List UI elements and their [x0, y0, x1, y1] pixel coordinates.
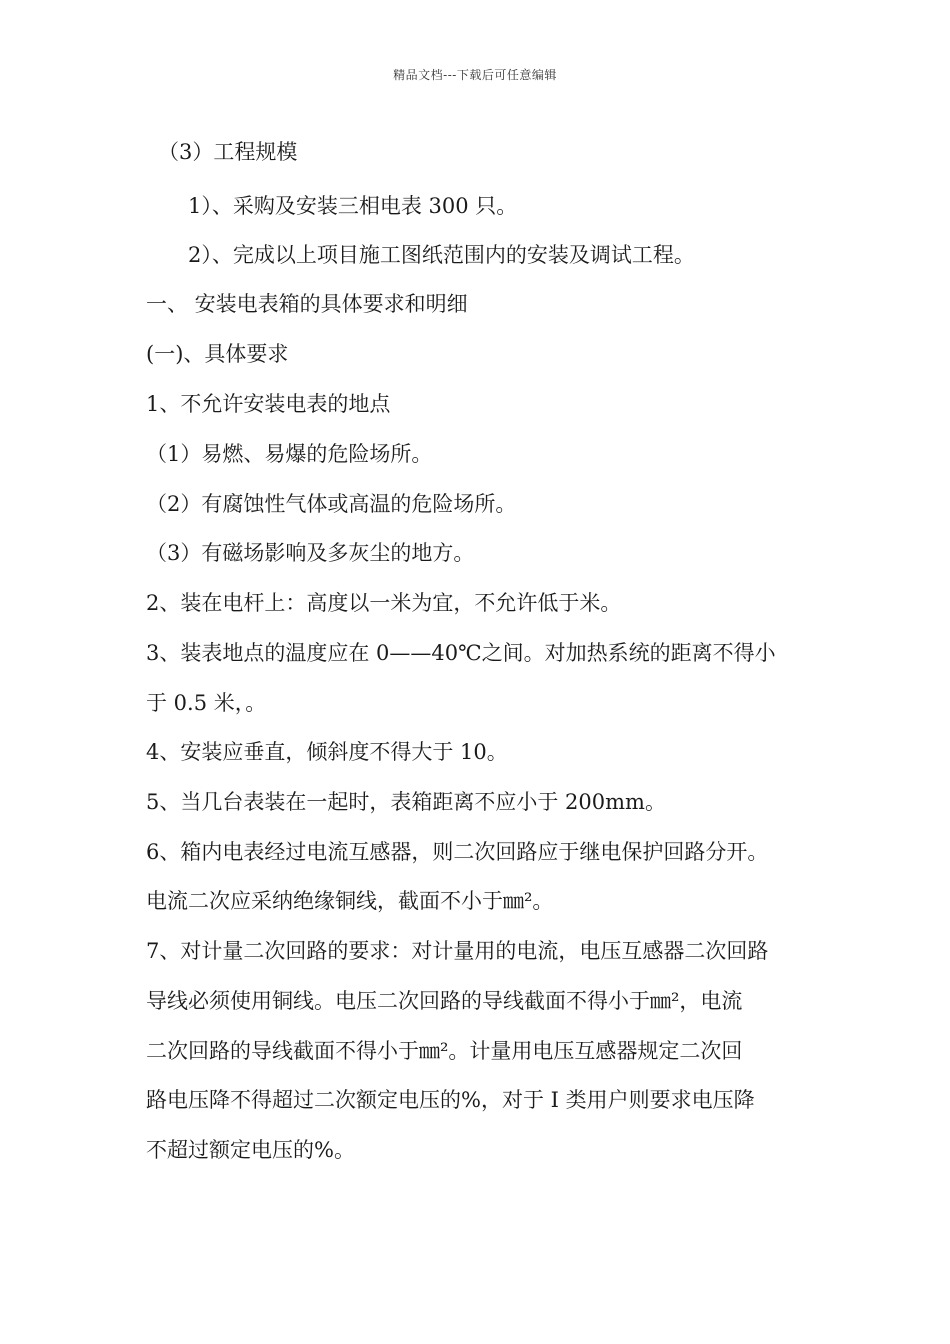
page-header: 精品文档---下载后可任意编辑 — [393, 68, 557, 82]
list-item: 1）、采购及安装三相电表 300 只。 — [188, 194, 518, 218]
paragraph-line: 6、箱内电表经过电流互感器，则二次回路应于继电保护回路分开。 — [146, 840, 769, 864]
paragraph-line: 二次回路的导线截面不得小于㎜²。计量用电压互感器规定二次回 — [146, 1039, 743, 1063]
paragraph-line: 1、不允许安装电表的地点 — [146, 392, 391, 416]
list-item: （1）易燃、易爆的危险场所。 — [146, 442, 433, 466]
list-item: 2）、完成以上项目施工图纸范围内的安装及调试工程。 — [188, 243, 695, 267]
paragraph-line: 不超过额定电压的%。 — [146, 1138, 355, 1162]
section-heading: 一、 安装电表箱的具体要求和明细 — [146, 292, 468, 316]
paragraph-line: 3、装表地点的温度应在 0——40℃之间。对加热系统的距离不得小 — [146, 641, 776, 665]
paragraph-line: 5、当几台表装在一起时，表箱距离不应小于 200mm。 — [146, 790, 666, 814]
list-item: （2）有腐蚀性气体或高温的危险场所。 — [146, 492, 517, 516]
paragraph-line: 导线必须使用铜线。电压二次回路的导线截面不得小于㎜²，电流 — [146, 989, 743, 1013]
paragraph-line: 7、对计量二次回路的要求：对计量用的电流，电压互感器二次回路 — [146, 939, 769, 963]
subsection-heading: (一)、具体要求 — [146, 342, 289, 366]
list-item: （3）有磁场影响及多灰尘的地方。 — [146, 541, 475, 565]
paragraph-line: 路电压降不得超过二次额定电压的%，对于 I 类用户则要求电压降 — [146, 1088, 755, 1112]
paragraph-line: 于 0.5 米，。 — [146, 691, 267, 715]
paragraph-line: 4、安装应垂直，倾斜度不得大于 10。 — [146, 740, 508, 764]
paragraph-line: 2、装在电杆上：高度以一米为宜，不允许低于米。 — [146, 591, 622, 615]
paragraph-line: 电流二次应采纳绝缘铜线，截面不小于㎜²。 — [146, 889, 554, 913]
section-heading-scale: （3）工程规模 — [158, 140, 298, 164]
